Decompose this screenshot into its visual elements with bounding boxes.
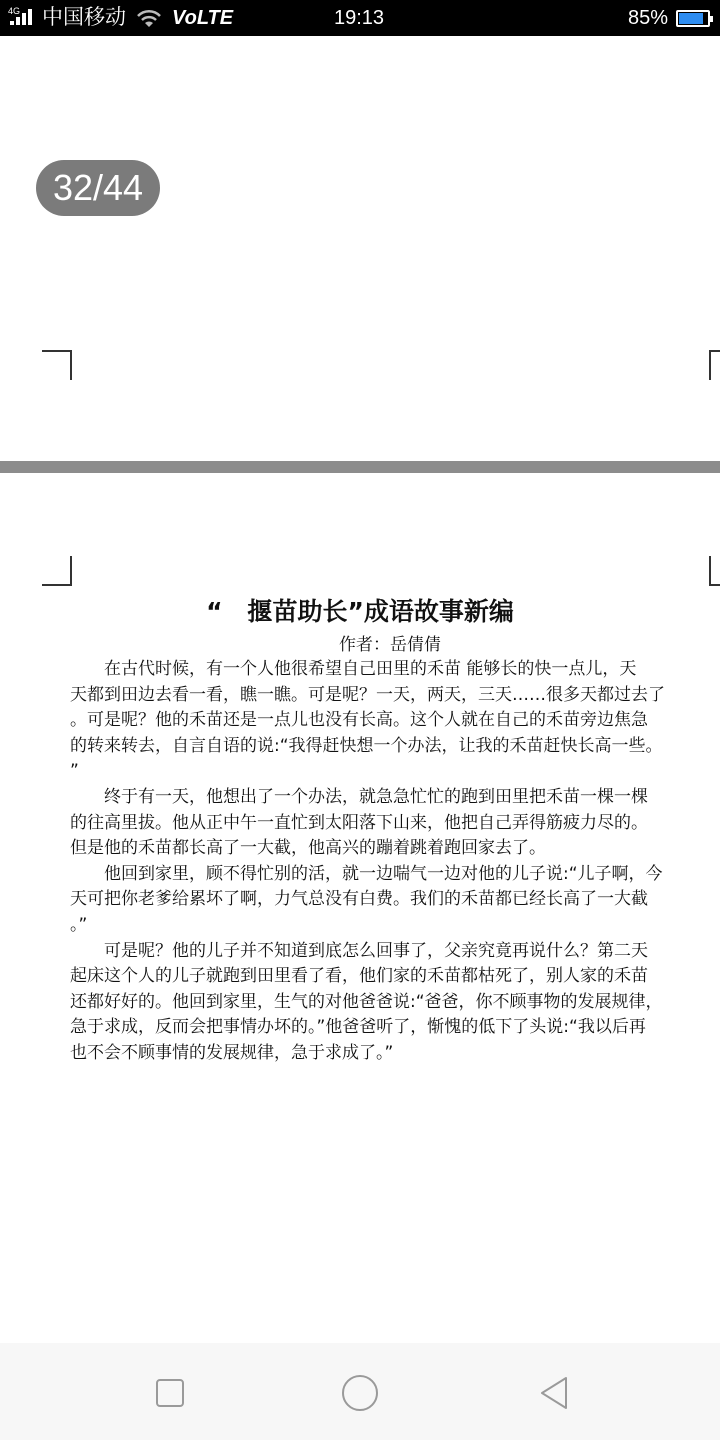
body-line: 天都到田边去看一看，瞧一瞧。可是呢？一天，两天，三天……很多天都过去了	[70, 684, 665, 705]
body-line: 也不会不顾事情的发展规律，急于求成了。”	[70, 1042, 394, 1063]
home-button[interactable]	[340, 1373, 380, 1413]
status-right	[628, 0, 710, 36]
page-separator	[0, 461, 720, 473]
square-icon	[154, 1377, 186, 1409]
status-left	[8, 0, 233, 36]
body-line: 的往高里拔。他从正中午一直忙到太阳落下山来，他把自己弄得筋疲力尽的。	[70, 812, 648, 833]
page-indicator: 32/44	[36, 160, 160, 216]
body-line: 他回到家里，顾不得忙别的活，就一边喘气一边对他的儿子说:“儿子啊，今	[70, 863, 663, 884]
crop-mark-bottom-left	[42, 556, 72, 586]
volte-indicator: VoLTE	[172, 7, 234, 29]
body-line: ”	[70, 761, 79, 782]
crop-mark-top-right	[709, 350, 720, 380]
body-line: 。可是呢？他的禾苗还是一点儿也没有长高。这个人就在自己的禾苗旁边焦急	[70, 710, 648, 731]
document-author: 作者：岳倩倩	[339, 635, 441, 655]
network-type: 4G	[8, 6, 21, 16]
carrier-name: 中国移动	[42, 6, 126, 29]
recents-button[interactable]	[150, 1373, 190, 1413]
navigation-bar	[0, 1343, 720, 1440]
status-bar	[0, 0, 720, 36]
body-line: 在古代时候，有一个人他很希望自己田里的禾苗 能够长的快一点儿，天	[70, 659, 637, 679]
body-line: 终于有一天，他想出了一个办法，就急急忙忙的跑到田里把禾苗一棵一棵	[70, 786, 648, 807]
body-line: 还都好好的。他回到家里，生气的对他爸爸说:“爸爸，你不顾事物的发展规律，	[70, 991, 663, 1012]
wifi-icon	[136, 7, 162, 29]
body-line: 急于求成，反而会把事情办坏的。”他爸爸听了，惭愧的低下了头说:“我以后再	[70, 1017, 646, 1038]
triangle-back-icon	[537, 1375, 571, 1411]
battery-icon	[676, 10, 710, 27]
document-body	[70, 657, 710, 1067]
circle-icon	[341, 1374, 379, 1412]
body-line: 。”	[70, 914, 88, 935]
crop-mark-top-left	[42, 350, 72, 380]
signal-icon	[8, 5, 38, 31]
battery-fill	[679, 13, 703, 24]
crop-mark-bottom-right	[709, 556, 720, 586]
back-button[interactable]	[534, 1373, 574, 1413]
battery-percent: 85%	[627, 6, 668, 29]
document-title: “ 揠苗助长”成语故事新编	[206, 597, 514, 626]
body-line: 的转来转去，自言自语的说:“我得赶快想一个办法，让我的禾苗赶快长高一些。	[70, 735, 663, 756]
body-line: 可是呢？他的儿子并不知道到底怎么回事了，父亲究竟再说什么？第二天	[70, 940, 648, 961]
body-line: 但是他的禾苗都长高了一大截，他高兴的蹦着跳着跑回家去了。	[70, 838, 546, 859]
clock: 19:13	[334, 7, 385, 29]
body-line: 起床这个人的儿子就跑到田里看了看，他们家的禾苗都枯死了，别人家的禾苗	[70, 966, 648, 987]
body-line: 天可把你老爹给累坏了啊，力气总没有白费。我们的禾苗都已经长高了一大截	[70, 889, 648, 910]
